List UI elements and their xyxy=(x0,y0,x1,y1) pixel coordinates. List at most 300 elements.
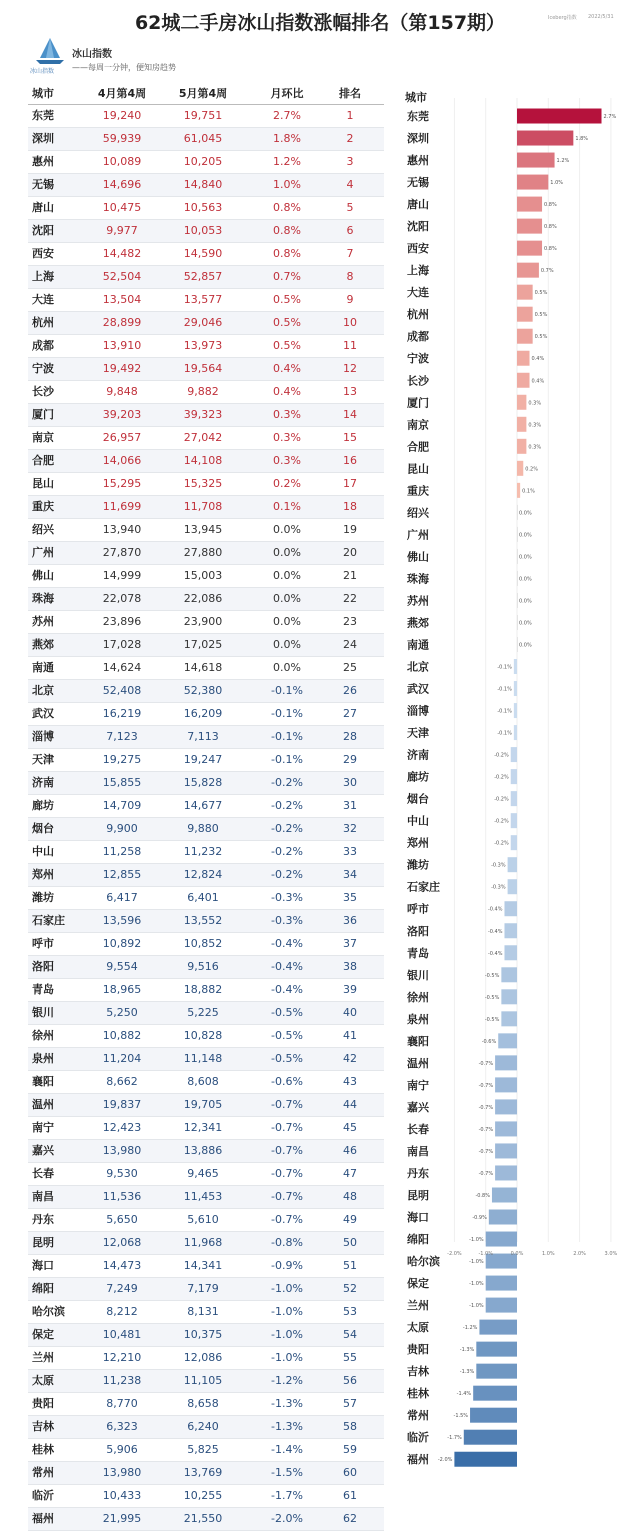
cell-april: 15,295 xyxy=(102,477,142,490)
chart-bar xyxy=(517,593,518,608)
table-row xyxy=(28,1301,384,1324)
cell-rank: 18 xyxy=(343,500,357,513)
chart-category-label: 南通 xyxy=(407,638,429,652)
cell-city: 南京 xyxy=(32,431,54,444)
cell-april: 14,066 xyxy=(102,454,142,467)
chart-value-label: -1.7% xyxy=(447,1435,462,1442)
cell-city: 呼市 xyxy=(32,937,54,950)
cell-mom: -0.1% xyxy=(271,707,303,720)
cell-rank: 6 xyxy=(346,224,354,237)
chart-category-label: 济南 xyxy=(407,748,429,762)
cell-may: 11,148 xyxy=(183,1052,223,1065)
cell-april: 19,492 xyxy=(102,362,142,375)
cell-mom: 1.0% xyxy=(273,178,301,191)
cell-city: 天津 xyxy=(32,753,54,766)
col-header-mom: 月环比 xyxy=(270,87,304,100)
cell-april: 18,965 xyxy=(102,983,142,996)
cell-may: 10,828 xyxy=(183,1029,223,1042)
cell-mom: -0.1% xyxy=(271,730,303,743)
cell-mom: -1.5% xyxy=(271,1466,303,1479)
cell-april: 9,848 xyxy=(106,385,138,398)
chart-bar xyxy=(517,549,518,564)
cell-mom: -0.5% xyxy=(271,1006,303,1019)
cell-mom: 0.5% xyxy=(273,339,301,352)
chart-category-label: 烟台 xyxy=(407,792,429,806)
table-row xyxy=(28,1370,384,1393)
cell-may: 6,401 xyxy=(187,891,219,904)
cell-mom: -0.2% xyxy=(271,799,303,812)
cell-rank: 33 xyxy=(343,845,357,858)
cell-city: 昆山 xyxy=(32,477,54,490)
chart-category-label: 襄阳 xyxy=(407,1034,429,1048)
cell-may: 8,131 xyxy=(187,1305,219,1318)
cell-city: 燕郊 xyxy=(32,638,54,651)
cell-rank: 43 xyxy=(343,1075,357,1088)
cell-rank: 25 xyxy=(343,661,357,674)
chart-category-label: 广州 xyxy=(407,528,429,542)
cell-city: 佛山 xyxy=(32,569,54,582)
cell-may: 9,465 xyxy=(187,1167,219,1180)
table-row xyxy=(28,1393,384,1416)
cell-mom: -0.7% xyxy=(271,1121,303,1134)
cell-mom: 0.5% xyxy=(273,316,301,329)
cell-mom: 0.4% xyxy=(273,385,301,398)
cell-may: 19,751 xyxy=(183,109,223,122)
chart-bar xyxy=(486,1276,517,1291)
chart-bar xyxy=(514,703,517,718)
cell-rank: 10 xyxy=(343,316,357,329)
cell-may: 8,608 xyxy=(187,1075,219,1088)
chart-bar xyxy=(517,373,530,388)
cell-rank: 42 xyxy=(343,1052,357,1065)
cell-april: 5,250 xyxy=(106,1006,138,1019)
cell-rank: 35 xyxy=(343,891,357,904)
chart-value-label: -0.2% xyxy=(494,818,509,825)
chart-category-label: 合肥 xyxy=(407,440,429,454)
table-row xyxy=(28,1462,384,1485)
chart-value-label: -0.2% xyxy=(494,840,509,847)
chart-bar xyxy=(517,329,533,344)
chart-bar xyxy=(464,1430,517,1445)
chart-value-label: 0.0% xyxy=(519,620,532,627)
cell-city: 廊坊 xyxy=(32,799,54,812)
chart-category-label: 苏州 xyxy=(407,594,429,608)
cell-city: 宁波 xyxy=(32,362,54,375)
cell-may: 9,882 xyxy=(187,385,219,398)
cell-mom: 0.3% xyxy=(273,431,301,444)
cell-april: 5,906 xyxy=(106,1443,138,1456)
chart-value-label: -0.7% xyxy=(478,1060,494,1067)
cell-may: 29,046 xyxy=(183,316,223,329)
chart-category-label: 昆明 xyxy=(407,1188,429,1202)
cell-rank: 55 xyxy=(343,1351,357,1364)
cell-mom: -0.7% xyxy=(271,1098,303,1111)
cell-april: 12,068 xyxy=(102,1236,142,1249)
cell-mom: -0.2% xyxy=(271,868,303,881)
cell-rank: 24 xyxy=(343,638,357,651)
chart-bar xyxy=(517,109,602,124)
chart-value-label: 0.3% xyxy=(528,422,542,429)
chart-value-label: 1.8% xyxy=(575,136,589,143)
chart-value-label: -1.0% xyxy=(469,1259,484,1266)
cell-mom: 0.8% xyxy=(273,224,301,237)
cell-city: 青岛 xyxy=(32,983,54,996)
chart-bar xyxy=(511,769,517,784)
cell-mom: 0.8% xyxy=(273,247,301,260)
chart-category-label: 丹东 xyxy=(407,1166,429,1180)
cell-april: 10,433 xyxy=(102,1489,142,1502)
cell-april: 11,204 xyxy=(102,1052,142,1065)
cell-mom: -1.3% xyxy=(271,1420,303,1433)
cell-may: 13,769 xyxy=(183,1466,223,1479)
cell-may: 13,886 xyxy=(183,1144,223,1157)
chart-bar xyxy=(495,1099,517,1114)
brand-name: 冰山指数 xyxy=(72,49,112,60)
cell-may: 9,516 xyxy=(187,960,219,973)
cell-may: 6,240 xyxy=(187,1420,219,1433)
col-header-may: 5月第4周 xyxy=(178,87,228,100)
cell-may: 16,209 xyxy=(183,707,223,720)
chart-value-label: -0.2% xyxy=(494,796,509,803)
chart-category-label: 郑州 xyxy=(407,836,429,850)
chart-category-label: 珠海 xyxy=(407,572,429,586)
cell-rank: 8 xyxy=(346,270,354,283)
chart-value-label: 0.8% xyxy=(544,246,557,253)
cell-april: 8,662 xyxy=(106,1075,138,1088)
chart-category-label: 吉林 xyxy=(407,1365,429,1379)
cell-city: 哈尔滨 xyxy=(32,1305,65,1318)
chart-category-label: 佛山 xyxy=(407,550,429,564)
cell-city: 唐山 xyxy=(32,201,54,214)
cell-mom: -0.4% xyxy=(271,937,303,950)
cell-may: 10,375 xyxy=(183,1328,223,1341)
cell-april: 19,275 xyxy=(102,753,142,766)
cell-mom: -0.9% xyxy=(271,1259,303,1272)
chart-category-label: 昆山 xyxy=(407,462,429,476)
cell-may: 14,618 xyxy=(183,661,223,674)
chart-bar xyxy=(476,1364,517,1379)
chart-bar xyxy=(517,417,526,432)
chart-value-label: 0.2% xyxy=(525,466,538,473)
chart-bar xyxy=(495,1077,517,1092)
cell-may: 19,564 xyxy=(183,362,223,375)
cell-city: 郑州 xyxy=(32,868,54,881)
cell-mom: -1.0% xyxy=(271,1351,303,1364)
cell-may: 14,108 xyxy=(183,454,223,467)
cell-city: 淄博 xyxy=(32,730,54,743)
chart-value-label: -0.1% xyxy=(497,664,512,671)
cell-city: 大连 xyxy=(32,293,54,306)
cell-mom: -0.7% xyxy=(271,1144,303,1157)
cell-rank: 45 xyxy=(343,1121,357,1134)
chart-value-label: 0.5% xyxy=(534,312,548,319)
chart-bar xyxy=(454,1452,517,1467)
chart-bar xyxy=(511,835,517,850)
cell-mom: -1.4% xyxy=(271,1443,303,1456)
chart-category-label: 燕郊 xyxy=(407,616,429,630)
cell-rank: 26 xyxy=(343,684,357,697)
chart-bar xyxy=(501,967,517,982)
cell-april: 27,870 xyxy=(102,546,142,559)
cell-april: 10,089 xyxy=(102,155,142,168)
chart-category-label: 绍兴 xyxy=(407,506,429,520)
cell-rank: 52 xyxy=(343,1282,357,1295)
cell-may: 7,179 xyxy=(187,1282,219,1295)
cell-april: 28,899 xyxy=(102,316,142,329)
cell-may: 8,658 xyxy=(187,1397,219,1410)
cell-city: 成都 xyxy=(32,339,54,352)
cell-rank: 5 xyxy=(346,201,354,214)
cell-city: 兰州 xyxy=(32,1351,54,1364)
cell-april: 26,957 xyxy=(102,431,142,444)
table-row xyxy=(28,1278,384,1301)
cell-mom: -0.1% xyxy=(271,753,303,766)
chart-category-label: 温州 xyxy=(407,1056,429,1070)
chart-value-label: -1.2% xyxy=(462,1325,478,1332)
chart-value-label: -2.0% xyxy=(437,1457,453,1464)
chart-bar xyxy=(498,1033,517,1048)
cell-city: 惠州 xyxy=(32,155,54,168)
chart-category-label: 长春 xyxy=(407,1122,429,1136)
cell-april: 9,900 xyxy=(106,822,138,835)
cell-rank: 13 xyxy=(343,385,357,398)
cell-april: 6,417 xyxy=(106,891,138,904)
cell-rank: 37 xyxy=(343,937,357,950)
chart-category-label: 中山 xyxy=(407,814,429,828)
table-row xyxy=(28,1416,384,1439)
cell-may: 15,325 xyxy=(183,477,223,490)
cell-april: 52,408 xyxy=(102,684,142,697)
chart-value-label: 0.0% xyxy=(519,510,532,517)
cell-rank: 30 xyxy=(343,776,357,789)
cell-april: 14,482 xyxy=(102,247,142,260)
chart-bar xyxy=(514,681,517,696)
cell-april: 14,696 xyxy=(102,178,142,191)
cell-city: 厦门 xyxy=(32,408,54,421)
cell-may: 11,968 xyxy=(183,1236,223,1249)
cell-mom: 0.1% xyxy=(273,500,301,513)
cell-mom: -1.2% xyxy=(271,1374,303,1387)
chart-bar xyxy=(517,153,555,168)
cell-may: 12,824 xyxy=(183,868,223,881)
cell-city: 东莞 xyxy=(32,109,54,122)
cell-mom: -0.7% xyxy=(271,1167,303,1180)
chart-value-label: 0.0% xyxy=(519,598,532,605)
chart-category-label: 石家庄 xyxy=(407,880,440,894)
cell-may: 17,025 xyxy=(183,638,223,651)
chart-bar xyxy=(470,1408,517,1423)
chart-category-label: 杭州 xyxy=(407,308,429,322)
cell-mom: -0.2% xyxy=(271,822,303,835)
cell-city: 无锡 xyxy=(32,178,54,191)
cell-city: 常州 xyxy=(32,1466,54,1479)
chart-bar xyxy=(514,659,517,674)
cell-may: 14,677 xyxy=(183,799,223,812)
cell-rank: 49 xyxy=(343,1213,357,1226)
cell-city: 泉州 xyxy=(32,1052,54,1065)
cell-may: 14,840 xyxy=(183,178,223,191)
chart-value-label: 1.2% xyxy=(556,158,570,165)
chart-value-label: -0.5% xyxy=(484,1016,500,1023)
cell-april: 14,473 xyxy=(102,1259,142,1272)
cell-mom: -1.0% xyxy=(271,1328,303,1341)
cell-april: 6,323 xyxy=(106,1420,138,1433)
cell-rank: 39 xyxy=(343,983,357,996)
chart-bar xyxy=(495,1143,517,1158)
chart-category-label: 洛阳 xyxy=(407,924,429,938)
cell-april: 17,028 xyxy=(102,638,142,651)
cell-rank: 27 xyxy=(343,707,357,720)
cell-rank: 32 xyxy=(343,822,357,835)
cell-april: 13,596 xyxy=(102,914,142,927)
cell-may: 11,453 xyxy=(183,1190,223,1203)
chart-category-label: 潍坊 xyxy=(407,858,429,872)
cell-april: 8,770 xyxy=(106,1397,138,1410)
cell-mom: -0.8% xyxy=(271,1236,303,1249)
chart-value-label: -0.7% xyxy=(478,1126,494,1133)
cell-city: 贵阳 xyxy=(32,1397,54,1410)
chart-value-label: 2.7% xyxy=(603,114,617,121)
chart-bar xyxy=(495,1055,517,1070)
chart-category-label: 武汉 xyxy=(407,682,429,696)
cell-mom: -0.2% xyxy=(271,845,303,858)
cell-may: 14,590 xyxy=(183,247,223,260)
cell-rank: 4 xyxy=(346,178,354,191)
chart-category-label: 西安 xyxy=(407,242,429,256)
chart-value-label: -0.4% xyxy=(487,906,503,913)
chart-category-label: 福州 xyxy=(407,1453,429,1467)
chart-value-label: -1.0% xyxy=(469,1281,484,1288)
cell-may: 5,225 xyxy=(187,1006,219,1019)
chart-category-label: 桂林 xyxy=(407,1387,429,1401)
chart-bar xyxy=(517,307,533,322)
col-header-april: 4月第4周 xyxy=(97,87,147,100)
cell-mom: 0.0% xyxy=(273,661,301,674)
cell-rank: 61 xyxy=(343,1489,357,1502)
cell-may: 22,086 xyxy=(183,592,223,605)
cell-april: 13,910 xyxy=(102,339,142,352)
cell-rank: 62 xyxy=(343,1512,357,1525)
table-row xyxy=(28,1439,384,1462)
cell-rank: 29 xyxy=(343,753,357,766)
cell-may: 10,255 xyxy=(183,1489,223,1502)
cell-city: 温州 xyxy=(32,1098,54,1111)
cell-may: 27,042 xyxy=(183,431,223,444)
cell-rank: 14 xyxy=(343,408,357,421)
cell-city: 桂林 xyxy=(32,1443,54,1456)
chart-category-label: 绵阳 xyxy=(407,1233,429,1247)
cell-rank: 1 xyxy=(346,109,354,122)
cell-city: 长春 xyxy=(32,1167,54,1180)
cell-mom: 0.3% xyxy=(273,408,301,421)
brand-slogan: ——每周一分钟，便知房趋势 xyxy=(72,63,176,72)
cell-april: 5,650 xyxy=(106,1213,138,1226)
cell-rank: 31 xyxy=(343,799,357,812)
cell-april: 11,699 xyxy=(102,500,142,513)
cell-city: 南通 xyxy=(32,661,54,674)
cell-may: 10,205 xyxy=(183,155,223,168)
chart-category-label: 无锡 xyxy=(407,176,429,190)
cell-mom: 2.7% xyxy=(273,109,301,122)
chart-value-label: -0.5% xyxy=(484,972,500,979)
cell-may: 19,705 xyxy=(183,1098,223,1111)
cell-may: 15,003 xyxy=(183,569,223,582)
cell-rank: 3 xyxy=(346,155,354,168)
chart-bar xyxy=(517,571,518,586)
chart-category-label: 青岛 xyxy=(407,946,429,960)
cell-may: 5,610 xyxy=(187,1213,219,1226)
cell-city: 上海 xyxy=(32,270,54,283)
cell-city: 杭州 xyxy=(32,316,54,329)
chart-bar xyxy=(511,791,517,806)
chart-bar xyxy=(511,747,517,762)
chart-value-label: -0.7% xyxy=(478,1148,494,1155)
cell-april: 16,219 xyxy=(102,707,142,720)
cell-april: 9,530 xyxy=(106,1167,138,1180)
chart-category-label: 泉州 xyxy=(407,1012,429,1026)
cell-april: 14,624 xyxy=(102,661,142,674)
chart-category-label: 廊坊 xyxy=(407,770,429,784)
cell-april: 23,896 xyxy=(102,615,142,628)
cell-rank: 50 xyxy=(343,1236,357,1249)
chart-bar xyxy=(495,1121,517,1136)
cell-mom: 0.0% xyxy=(273,615,301,628)
chart-category-label: 东莞 xyxy=(407,110,429,124)
cell-mom: 0.7% xyxy=(273,270,301,283)
cell-may: 9,880 xyxy=(187,822,219,835)
cell-city: 洛阳 xyxy=(32,960,54,973)
cell-may: 18,882 xyxy=(183,983,223,996)
chart-category-header: 城市 xyxy=(405,91,427,104)
chart-category-label: 南宁 xyxy=(407,1078,429,1092)
cell-april: 22,078 xyxy=(102,592,142,605)
cell-city: 南宁 xyxy=(32,1121,54,1134)
cell-mom: -1.0% xyxy=(271,1305,303,1318)
cell-mom: -0.1% xyxy=(271,684,303,697)
chart-bar xyxy=(517,285,533,300)
cell-mom: -0.4% xyxy=(271,960,303,973)
cell-rank: 20 xyxy=(343,546,357,559)
cell-may: 19,247 xyxy=(183,753,223,766)
chart-category-label: 银川 xyxy=(407,968,429,982)
chart-bar xyxy=(517,351,530,366)
chart-category-label: 徐州 xyxy=(407,990,429,1004)
chart-bar xyxy=(517,615,518,630)
cell-city: 昆明 xyxy=(32,1236,54,1249)
cell-city: 徐州 xyxy=(32,1029,54,1042)
cell-mom: 0.0% xyxy=(273,638,301,651)
cell-city: 银川 xyxy=(32,1006,54,1019)
chart-bar xyxy=(517,461,523,476)
cell-april: 14,999 xyxy=(102,569,142,582)
cell-rank: 21 xyxy=(343,569,357,582)
cell-april: 19,837 xyxy=(102,1098,142,1111)
chart-category-label: 太原 xyxy=(407,1321,429,1335)
cell-may: 15,828 xyxy=(183,776,223,789)
cell-rank: 23 xyxy=(343,615,357,628)
cell-mom: 0.0% xyxy=(273,569,301,582)
cell-rank: 7 xyxy=(346,247,354,260)
cell-city: 潍坊 xyxy=(32,891,54,904)
cell-rank: 47 xyxy=(343,1167,357,1180)
cell-city: 丹东 xyxy=(32,1213,54,1226)
chart-category-label: 重庆 xyxy=(407,484,429,498)
chart-bar xyxy=(517,637,518,652)
cell-mom: -0.5% xyxy=(271,1052,303,1065)
cell-may: 13,552 xyxy=(183,914,223,927)
cell-rank: 40 xyxy=(343,1006,357,1019)
cell-rank: 56 xyxy=(343,1374,357,1387)
